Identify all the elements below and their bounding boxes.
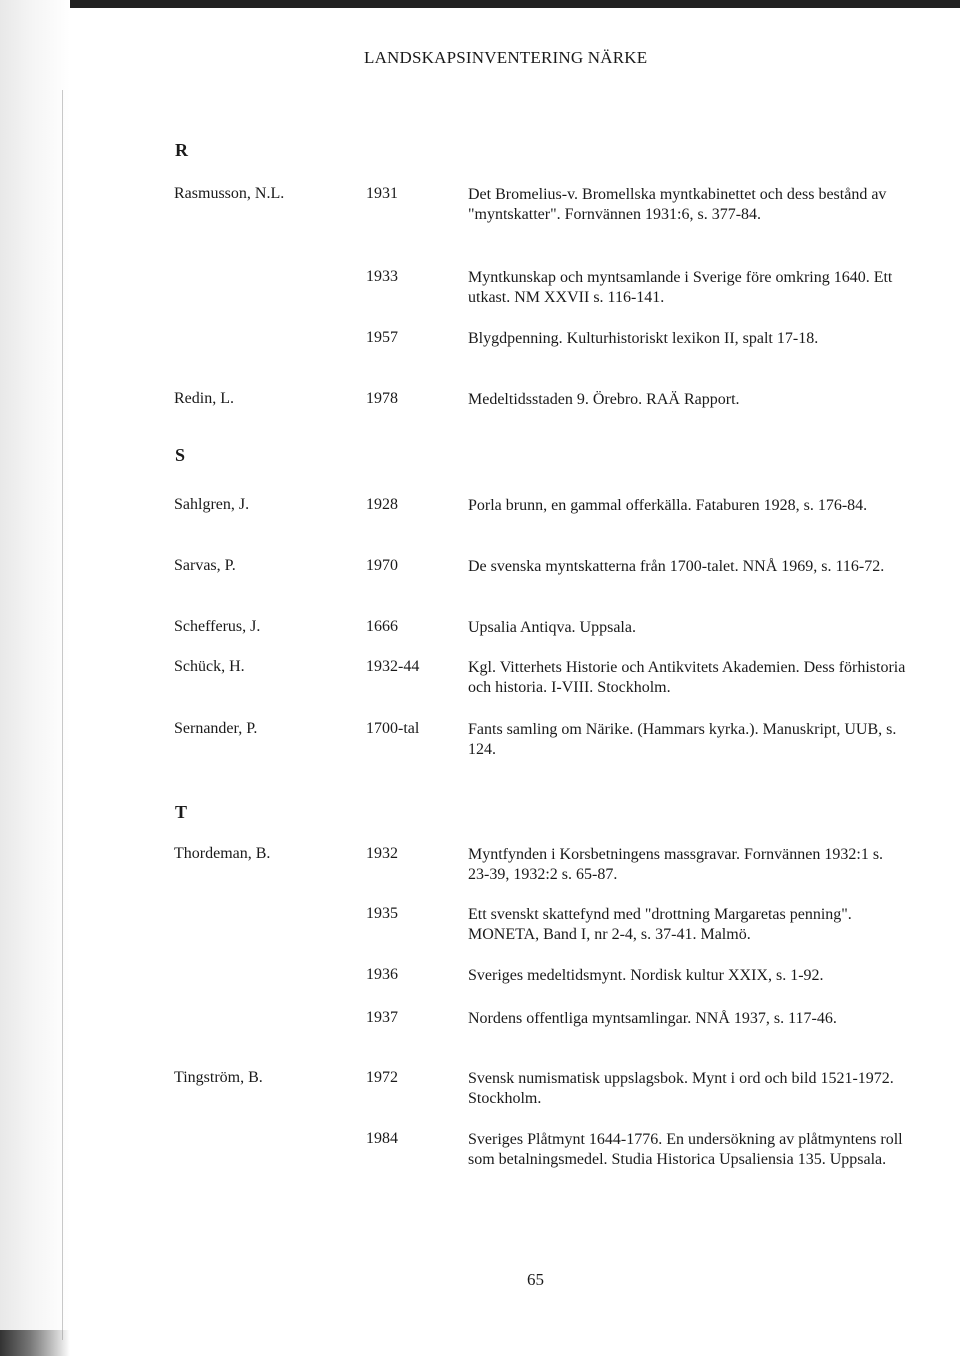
entry-year: 1937 <box>366 1009 398 1026</box>
entry-year: 1932 <box>366 845 398 862</box>
entry-year: 1932-44 <box>366 658 420 675</box>
entry-author: Schück, H. <box>174 658 245 675</box>
section-heading-r: R <box>175 140 188 160</box>
entry-title: Sveriges medeltidsmynt. Nordisk kultur XXIX, s. 1-92. <box>468 967 824 984</box>
binding-line <box>62 90 63 1340</box>
entry-year: 1700-tal <box>366 720 420 737</box>
entry-year: 1666 <box>366 618 398 635</box>
entry-title: Ett svenskt skattefynd med "drottning Margaretas penning". MONETA, Band I, nr 2-4, s. 37-41. Malmö. <box>468 906 852 943</box>
entry-year: 1931 <box>366 185 398 202</box>
entry-title: Myntfynden i Korsbetningens massgravar. Fornvännen 1932:1 s. 23-39, 1932:2 s. 65-87. <box>468 846 884 883</box>
entry-year: 1936 <box>366 966 398 983</box>
running-header: LANDSKAPSINVENTERING NÄRKE <box>364 48 648 67</box>
entry-author: Sernander, P. <box>174 720 258 737</box>
entry-year: 1970 <box>366 557 398 574</box>
entry-title: Sveriges Plåtmynt 1644-1776. En undersökning av plåtmyntens roll som betalningsmedel. Studia Historica Upsaliensia 135. Uppsala. <box>468 1131 903 1168</box>
entry-title: Fants samling om Närike. (Hammars kyrka.). Manuskript, UUB, s. 124. <box>468 721 897 758</box>
entry-author: Tingström, B. <box>174 1069 263 1086</box>
entry-year: 1928 <box>366 496 398 513</box>
entry-title: Myntkunskap och myntsamlande i Sverige före omkring 1640. Ett utkast. NM XXVII s. 116-141. <box>468 269 893 306</box>
entry-year: 1978 <box>366 390 398 407</box>
entry-title: Porla brunn, en gammal offerkälla. Fataburen 1928, s. 176-84. <box>468 497 868 514</box>
entry-title: Upsalia Antiqva. Uppsala. <box>468 619 636 636</box>
entry-title: Kgl. Vitterhets Historie och Antikvitets Akademien. Dess förhistoria och historia. I-VIII. Stockholm. <box>468 659 906 696</box>
entry-title: Blygdpenning. Kulturhistoriskt lexikon II, spalt 17-18. <box>468 330 819 347</box>
section-heading-t: T <box>175 802 188 822</box>
entry-title: Nordens offentliga myntsamlingar. NNÅ 1937, s. 117-46. <box>468 1010 837 1027</box>
entry-author: Sahlgren, J. <box>174 496 250 513</box>
entry-year: 1957 <box>366 329 398 346</box>
entry-author: Rasmusson, N.L. <box>174 185 285 202</box>
entry-year: 1972 <box>366 1069 398 1086</box>
entry-author: Sarvas, P. <box>174 557 236 574</box>
entry-year: 1933 <box>366 268 398 285</box>
top-edge-bar <box>0 0 960 8</box>
entry-title: Det Bromelius-v. Bromellska myntkabinettet och dess bestånd av "myntskatter". Fornvännen 1931:6, s. 377-84. <box>468 186 887 223</box>
entry-author: Schefferus, J. <box>174 618 261 635</box>
section-heading-s: S <box>175 445 186 465</box>
entry-title: De svenska myntskatterna från 1700-talet. NNÅ 1969, s. 116-72. <box>468 558 885 575</box>
binding-foot-shadow <box>0 1330 70 1356</box>
entry-year: 1984 <box>366 1130 398 1147</box>
entry-title: Medeltidsstaden 9. Örebro. RAÄ Rapport. <box>468 391 740 408</box>
entry-author: Thordeman, B. <box>174 845 271 862</box>
entry-year: 1935 <box>366 905 398 922</box>
entry-author: Redin, L. <box>174 390 234 407</box>
entry-title: Svensk numismatisk uppslagsbok. Mynt i ord och bild 1521-1972. Stockholm. <box>468 1070 894 1107</box>
page-number: 65 <box>527 1270 544 1289</box>
binding-shadow <box>0 0 70 1356</box>
